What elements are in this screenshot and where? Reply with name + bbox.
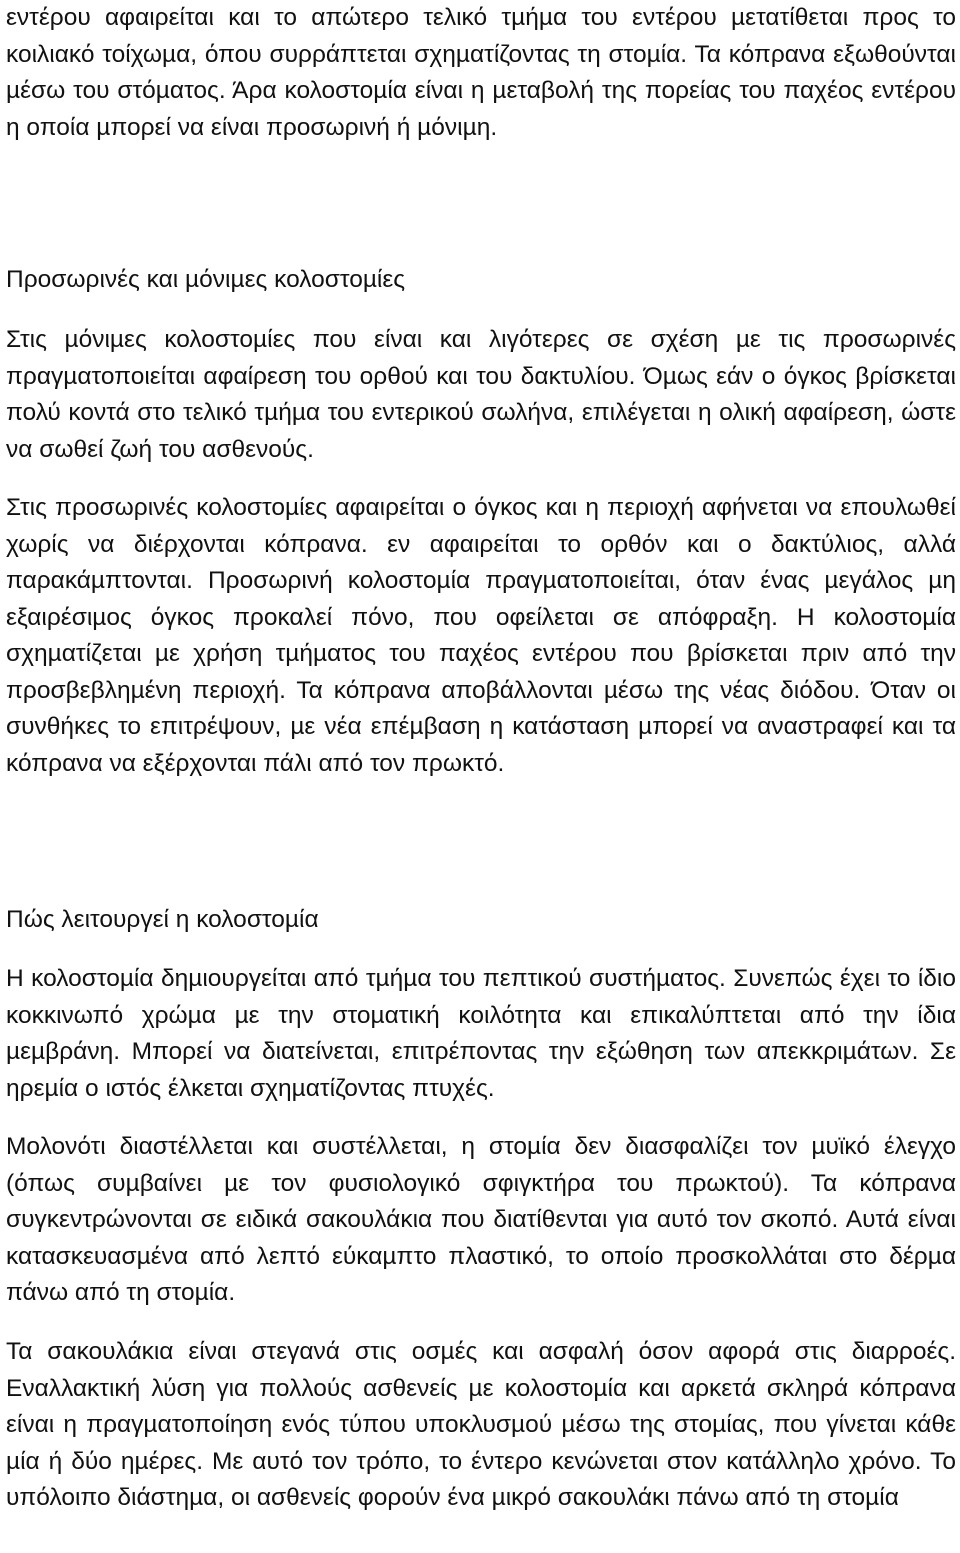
intro-continued-paragraph: εντέρου αφαιρείται και το απώτερο τελικό τµήµα του εντέρου µετατίθεται προς το κοιλιακό τοίχωµα, όπου συρράπτεται σχηµατίζοντας τη στοµία. Τα κόπρανα εξωθούνται µέσω του στόµατος. Άρα κολοστοµία είναι η µεταβολή της πορείας του παχέος εντέρου η οποία µπορεί να είναι προσωρινή ή µόνιµη. (6, 4, 956, 141)
how-it-works-paragraph-3: Τα σακουλάκια είναι στεγανά στις οσµές και ασφαλή όσον αφορά στις διαρροές. Εναλλακτική λύση για πολλούς ασθενείς µε κολοστοµία και αρκετά σκληρά κόπρανα είναι η πραγµατοποίηση ενός τύπου υποκλυσµού µέσω της στοµίας, που γίνεται κάθε µία ή δύο ηµέρες. Με αυτό τον τρόπο, το έντερο κενώνεται στον κατάλληλο χρόνο. Το υπόλοιπο διάστηµα, οι ασθενείς φορούν ένα µικρό σακουλάκι πάνω από τη στοµία (6, 1338, 956, 1511)
permanent-colostomy-paragraph: Στις µόνιµες κολοστοµίες που είναι και λιγότερες σε σχέση µε τις προσωρινές πραγµατοποιείται αφαίρεση του ορθού και του δακτυλίου. Όµως εάν ο όγκος βρίσκεται πολύ κοντά στο τελικό τµήµα του εντερικού σωλήνα, επιλέγεται η ολική αφαίρεση, ώστε να σωθεί ζωή του ασθενούς. (6, 326, 956, 463)
section-heading-temporary-permanent: Προσωρινές και µόνιµες κολοστοµίες (6, 266, 406, 293)
section-heading-how-it-works: Πώς λειτουργεί η κολοστοµία (6, 906, 319, 933)
how-it-works-paragraph-1: Η κολοστοµία δηµιουργείται από τµήµα του πεπτικού συστήµατος. Συνεπώς έχει το ίδιο κοκκινωπό χρώµα µε την στοµατική κοιλότητα και επικαλύπτεται από την ίδια µεµβράνη. Μπορεί να διατείνεται, επιτρέποντας την εξώθηση των απεκκριµάτων. Σε ηρεµία ο ιστός έλκεται σχηµατίζοντας πτυχές. (6, 965, 956, 1102)
how-it-works-paragraph-2: Μολονότι διαστέλλεται και συστέλλεται, η στοµία δεν διασφαλίζει τον µυϊκό έλεγχο (όπως συµβαίνει µε τον φυσιολογικό σφιγκτήρα του πρωκτού). Τα κόπρανα συγκεντρώνονται σε ειδικά σακουλάκια που διατίθενται για αυτό τον σκοπό. Αυτά είναι κατασκευασµένα από λεπτό εύκαµπτο πλαστικό, το οποίο προσκολλάται στο δέρµα πάνω από τη στοµία. (6, 1133, 956, 1306)
temporary-colostomy-paragraph: Στις προσωρινές κολοστοµίες αφαιρείται ο όγκος και η περιοχή αφήνεται να επουλωθεί χωρίς να διέρχονται κόπρανα. εν αφαιρείται το ορθόν και ο δακτύλιος, αλλά παρακάµπτονται. Προσωρινή κολοστοµία πραγµατοποιείται, όταν ένας µεγάλος µη εξαιρέσιµος όγκος προκαλεί πόνο, που οφείλεται σε απόφραξη. Η κολοστοµία σχηµατίζεται µε χρήση τµήµατος του παχέος εντέρου που βρίσκεται πριν από την προσβεβληµένη περιοχή. Τα κόπρανα αποβάλλονται µέσω της νέας διόδου. Όταν οι συνθήκες το επιτρέψουν, µε νέα επέµβαση η κατάσταση µπορεί να αναστραφεί και τα κόπρανα να εξέρχονται πάλι από τον πρωκτό. (6, 494, 956, 777)
